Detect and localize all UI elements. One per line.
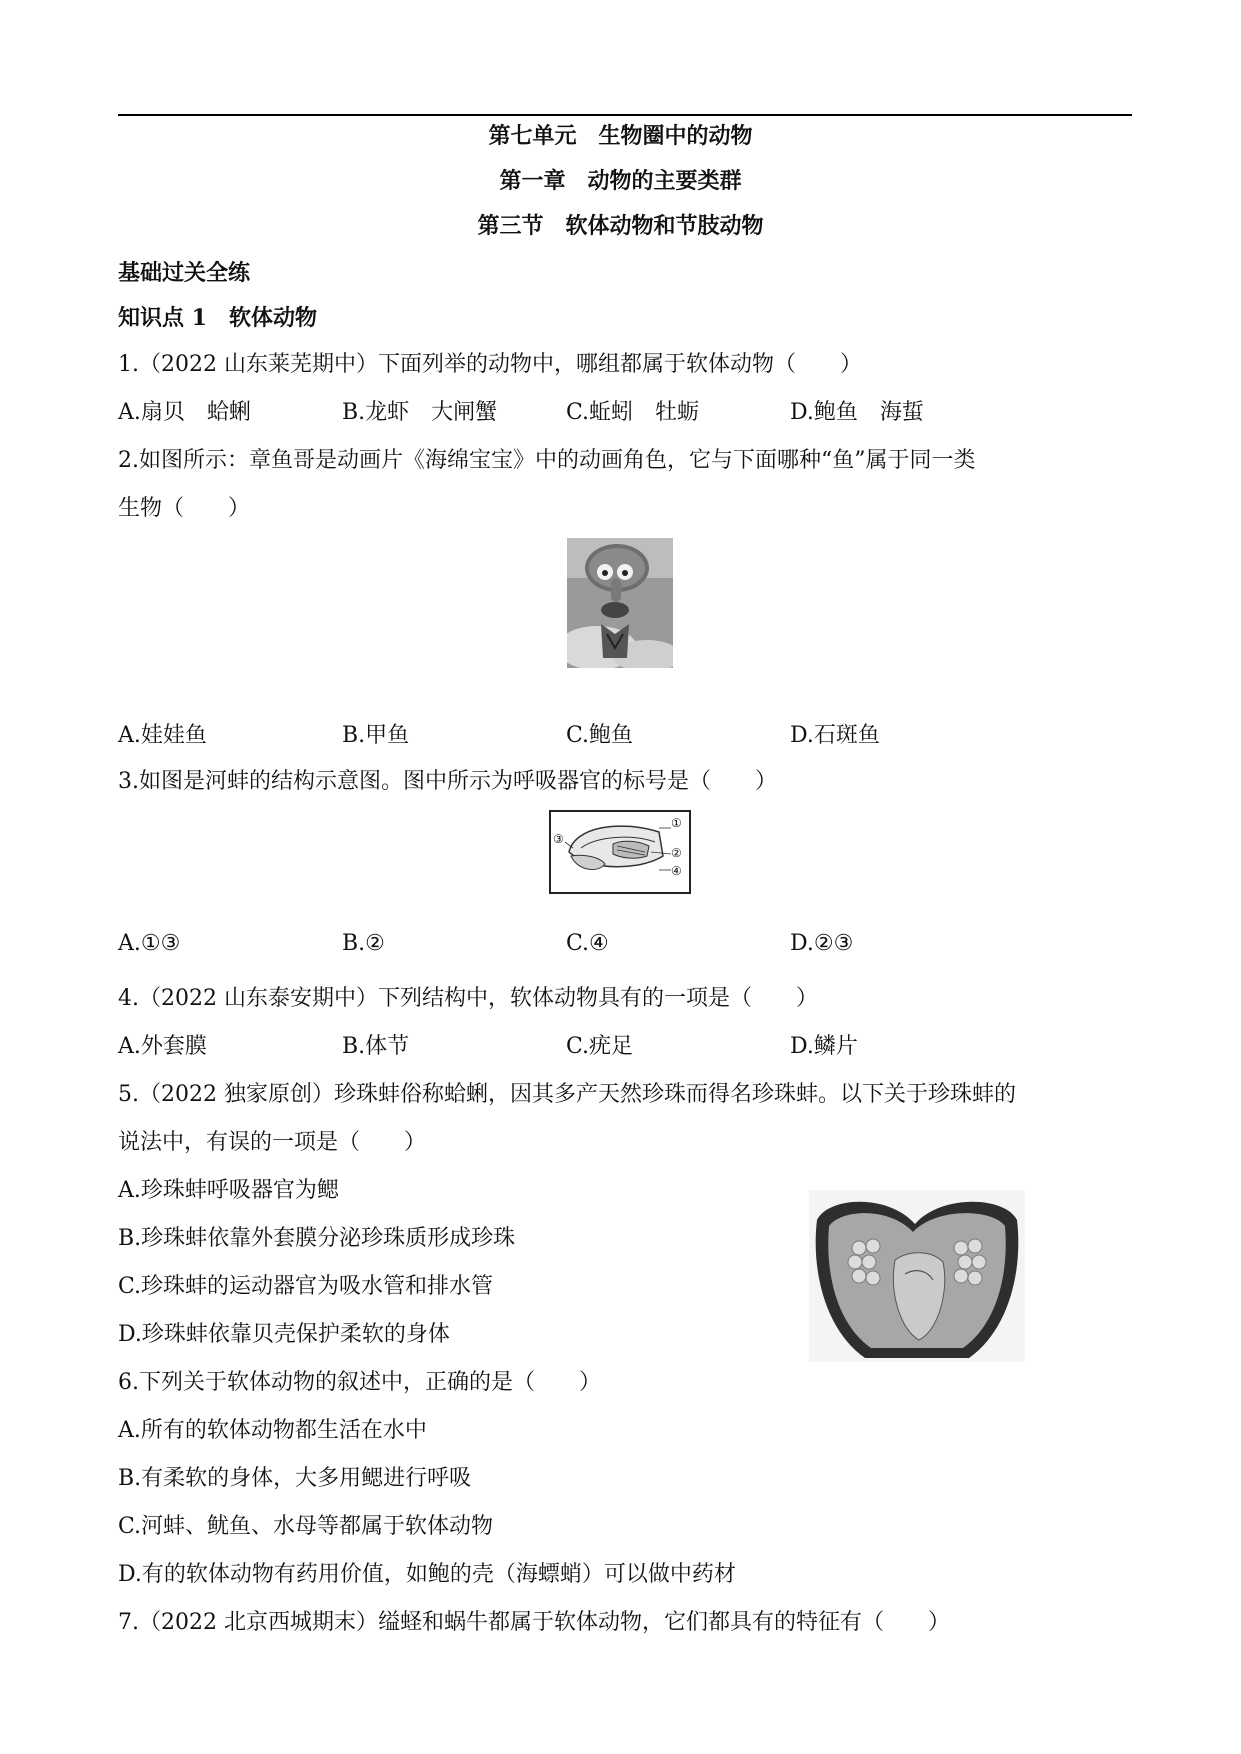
q2-option-a: A.娃娃鱼 — [118, 723, 207, 748]
q3-option-c: C.④ — [566, 931, 609, 956]
q3-option-b: B.② — [342, 931, 385, 956]
q2-option-c: C.鲍鱼 — [566, 723, 634, 748]
diagram-label-2: ② — [671, 846, 682, 860]
pearl-mussel-photo — [809, 1190, 1025, 1362]
q5-option-b: B.珍珠蚌依靠外套膜分泌珍珠质形成珍珠 — [118, 1226, 516, 1251]
q5-option-c: C.珍珠蚌的运动器官为吸水管和排水管 — [118, 1274, 494, 1299]
q6-option-d: D.有的软体动物有药用价值，如鲍的壳（海螵蛸）可以做中药材 — [118, 1562, 736, 1587]
question-4-stem: 4.（2022 山东泰安期中）下列结构中，软体动物具有的一项是（ ） — [118, 986, 818, 1011]
q4-option-d: D.鳞片 — [790, 1034, 858, 1059]
q6-option-c: C.河蚌、鱿鱼、水母等都属于软体动物 — [118, 1514, 494, 1539]
q4-option-c: C.疣足 — [566, 1034, 634, 1059]
chapter-title: 第一章 动物的主要类群 — [499, 168, 742, 194]
diagram-label-1: ① — [671, 816, 682, 830]
q5-option-d: D.珍珠蚌依靠贝壳保护柔软的身体 — [118, 1322, 450, 1347]
q3-option-a: A.①③ — [118, 931, 181, 956]
question-5-stem-line-2: 说法中，有误的一项是（ ） — [118, 1130, 427, 1155]
diagram-label-3: ③ — [553, 832, 564, 846]
question-5-stem-line-1: 5.（2022 独家原创）珍珠蚌俗称蛤蜊，因其多产天然珍珠而得名珍珠蚌。以下关于珍珠蚌的 — [118, 1082, 1016, 1107]
q3-option-d: D.②③ — [790, 931, 854, 956]
question-2-stem-line-1: 2.如图所示：章鱼哥是动画片《海绵宝宝》中的动画角色，它与下面哪种“鱼”属于同一类 — [118, 448, 976, 473]
mussel-structure-diagram — [549, 810, 691, 894]
squidward-cartoon-image — [567, 538, 673, 668]
q2-option-b: B.甲鱼 — [342, 723, 410, 748]
q4-option-a: A.外套膜 — [118, 1034, 207, 1059]
q1-option-c: C.蚯蚓 牡蛎 — [566, 400, 700, 425]
q5-option-a: A.珍珠蚌呼吸器官为鳃 — [118, 1178, 339, 1203]
question-2-stem-line-2: 生物（ ） — [118, 496, 251, 521]
knowledge-point-heading: 知识点 1 软体动物 — [118, 305, 317, 331]
q4-option-b: B.体节 — [342, 1034, 410, 1059]
question-6-stem: 6.下列关于软体动物的叙述中，正确的是（ ） — [118, 1370, 601, 1395]
q6-option-b: B.有柔软的身体，大多用鳃进行呼吸 — [118, 1466, 472, 1491]
q1-option-b: B.龙虾 大闸蟹 — [342, 400, 498, 425]
q6-option-a: A.所有的软体动物都生活在水中 — [118, 1418, 427, 1443]
header-rule — [118, 114, 1132, 116]
q1-option-d: D.鲍鱼 海蜇 — [790, 400, 924, 425]
exercise-heading: 基础过关全练 — [118, 260, 251, 286]
unit-title: 第七单元 生物圈中的动物 — [488, 123, 753, 149]
q2-option-d: D.石斑鱼 — [790, 723, 880, 748]
q1-option-a: A.扇贝 蛤蜊 — [118, 400, 251, 425]
question-7-stem: 7.（2022 北京西城期末）缢蛏和蜗牛都属于软体动物，它们都具有的特征有（ ） — [118, 1610, 950, 1635]
question-1-stem: 1.（2022 山东莱芜期中）下面列举的动物中，哪组都属于软体动物（ ） — [118, 352, 862, 377]
diagram-label-4: ④ — [671, 864, 682, 878]
question-3-stem: 3.如图是河蚌的结构示意图。图中所示为呼吸器官的标号是（ ） — [118, 769, 777, 794]
section-title: 第三节 软体动物和节肢动物 — [477, 213, 764, 239]
